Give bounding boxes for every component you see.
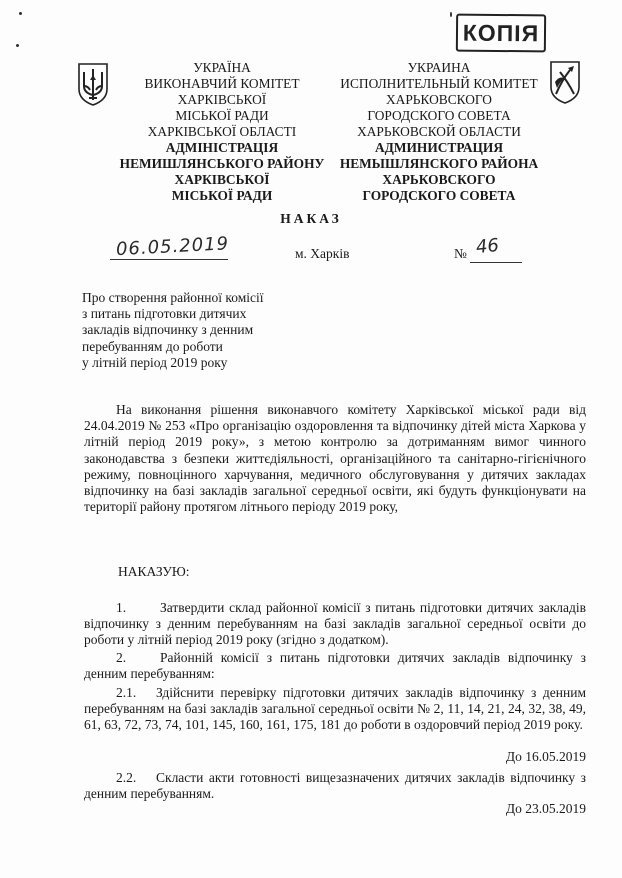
- header-right-block: [322, 60, 556, 204]
- item-number: 2.1.: [116, 685, 137, 700]
- header-line: ГОРОДСКОГО СОВЕТА: [367, 108, 511, 123]
- number-label: №: [454, 246, 467, 261]
- handwritten-number: 46: [474, 234, 500, 259]
- order-item-1: [84, 600, 586, 649]
- header-line: НЕМЫШЛЯНСКОГО РАЙОНА: [339, 156, 539, 171]
- preamble-paragraph: На виконання рішення виконавчого комітету Харківської міської ради від 24.04.2019 № 253 «Про організацію оздоровлення та відпочинку дітей міста Харкова у літній період 2019 року», з метою контролю за дотриманням вимог чинного законодавства з безпеки життєдіяльності, організаційного та санітарно-гігієнічного режиму, повноцінного харчування, медичного обслуговування у дитячих закладах відпочинку на базі закладів загальної середньої освіти, які будуть функціонувати на території району протягом літнього періоду 2019 року,: [84, 402, 586, 515]
- subject-line: перебуванням до роботи: [82, 338, 223, 354]
- header-line: ИСПОЛНИТЕЛЬНЫЙ КОМИТЕТ: [340, 76, 538, 91]
- handwritten-date: 06.05.2019: [115, 233, 230, 261]
- item-text: Здійснити перевірку підготовки дитячих закладів відпочинку з денним перебуванням на базі закладів загальної середньої освіти № 2, 11, 14, 21, 24, 32, 38, 49, 61, 63, 72, 73, 74, 101, 145, 160, 161, 175, 181 до роботи в оздоровчий період 2019 року.: [84, 685, 586, 733]
- place-of-issue: м. Харків: [295, 246, 350, 261]
- header-line: АДМИНИСТРАЦИЯ: [374, 140, 503, 155]
- item-number: 2.: [116, 650, 127, 665]
- subject-line: закладів відпочинку з денним: [82, 322, 254, 338]
- scan-speck: [450, 12, 452, 17]
- item-text: Скласти акти готовності вищезазначених дитячих закладів відпочинку з денним перебуванням.: [84, 770, 586, 802]
- document-title: НАКАЗ: [280, 211, 342, 226]
- number-underline: [470, 262, 522, 263]
- scan-speck: [19, 12, 22, 15]
- deadline-2-2: До 23.05.2019: [505, 801, 586, 816]
- header-line: АДМІНІСТРАЦІЯ: [165, 140, 279, 155]
- trident-coat-of-arms-icon: [76, 62, 110, 106]
- header-line: ХАРЬКОВСКОГО: [386, 92, 492, 107]
- item-number: 2.2.: [116, 770, 137, 785]
- header-line: НЕМИШЛЯНСЬКОГО РАЙОНУ: [119, 156, 325, 171]
- copy-stamp: КОПІЯ: [456, 14, 546, 53]
- header-line: ХАРКІВСЬКОЇ: [177, 92, 267, 107]
- subject-block: [82, 290, 264, 371]
- subject-line: у літній період 2019 року: [82, 354, 228, 370]
- order-item-2-2: [84, 770, 586, 802]
- order-item-2: [84, 650, 586, 682]
- deadline-2-1: До 16.05.2019: [505, 749, 586, 764]
- item-number: 1.: [116, 600, 127, 615]
- header-line: ХАРКІВСЬКОЇ: [174, 172, 270, 187]
- subject-line: Про створення районної комісії: [82, 290, 264, 305]
- orders-heading: НАКАЗУЮ:: [118, 564, 190, 579]
- item-text: Затвердити склад районної комісії з питань підготовки дитячих закладів відпочинку з денним перебуванням на базі закладів загальної середньої освіти до роботи у літній період 2019 року (згідно з додатком).: [84, 600, 586, 648]
- header-line: УКРАЇНА: [193, 60, 251, 75]
- header-line: МІСЬКОЇ РАДИ: [175, 108, 269, 123]
- order-item-2-1: [84, 685, 586, 734]
- header-line: ХАРЬКОВСКОЙ ОБЛАСТИ: [357, 124, 521, 139]
- header-line: ВИКОНАВЧИЙ КОМІТЕТ: [144, 76, 300, 91]
- item-text: Районній комісії з питань підготовки дитячих закладів відпочинку з денним перебуванням:: [84, 650, 586, 682]
- header-line: МІСЬКОЇ РАДИ: [171, 188, 273, 203]
- scan-speck: [16, 44, 19, 47]
- header-left-block: [112, 60, 332, 204]
- subject-line: з питань підготовки дитячих: [82, 306, 247, 322]
- date-underline: [110, 259, 228, 260]
- header-line: УКРАИНА: [407, 60, 471, 75]
- header-line: ХАРКІВСЬКОЇ ОБЛАСТІ: [147, 124, 297, 139]
- header-line: ГОРОДСКОГО СОВЕТА: [362, 188, 516, 203]
- header-line: ХАРЬКОВСКОГО: [382, 172, 496, 187]
